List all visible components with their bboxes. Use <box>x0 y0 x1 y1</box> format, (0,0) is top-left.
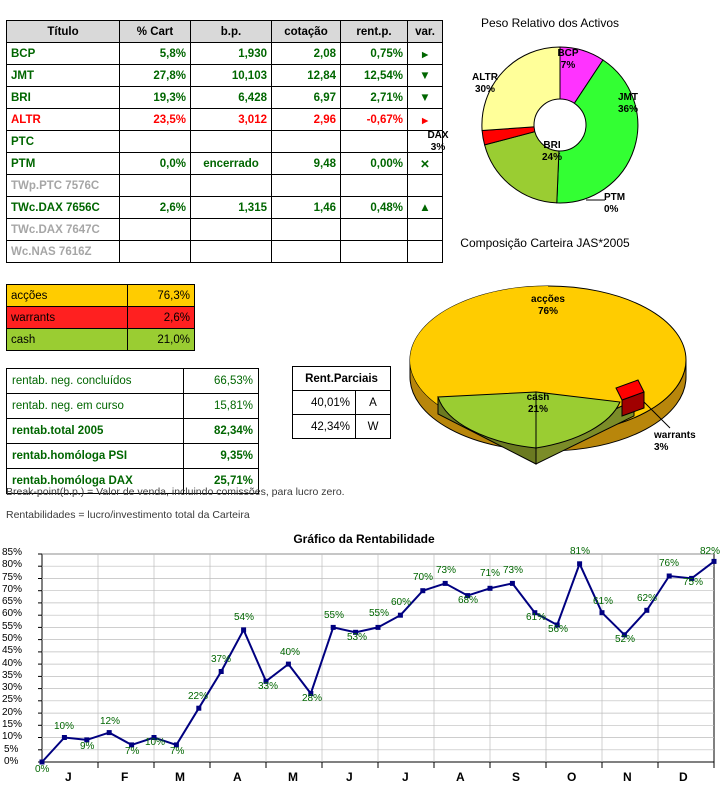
cell-cot <box>272 241 341 263</box>
donut-label-jmt <box>608 92 648 116</box>
cell-pct <box>120 131 191 153</box>
cell-var: ▸ <box>408 109 443 131</box>
table-row <box>7 109 443 131</box>
cell-ticker: TWc.DAX 7647C <box>7 219 120 241</box>
returns-label: rentab. neg. concluídos <box>7 369 184 394</box>
cell-pct <box>120 241 191 263</box>
col-bp: b.p. <box>191 21 272 43</box>
donut-label-dax-name: DAX <box>427 130 449 141</box>
cell-pct: 5,8% <box>120 43 191 65</box>
cell-bp: 1,930 <box>191 43 272 65</box>
cell-rent <box>341 131 408 153</box>
donut-label-altr-name: ALTR <box>472 72 498 83</box>
cell-ticker: BRI <box>7 87 120 109</box>
cell-ticker: JMT <box>7 65 120 87</box>
point-label-15: 55% <box>369 608 390 619</box>
returns-value: 15,81% <box>184 394 259 419</box>
table-row <box>7 241 443 263</box>
pie-chart <box>388 252 718 482</box>
cell-var: ▼ <box>408 65 443 87</box>
point-label-28: 76% <box>659 558 680 569</box>
month-label-feb: F <box>121 770 129 784</box>
cell-bp <box>191 241 272 263</box>
donut-label-bcp <box>548 48 588 72</box>
ytick-55: 55% <box>2 621 23 632</box>
cell-bp: encerrado <box>191 153 272 175</box>
partials-table-wrap <box>292 366 391 439</box>
partials-key: W <box>356 415 391 439</box>
month-label-jul: J <box>402 770 409 784</box>
cell-bp: 6,428 <box>191 87 272 109</box>
cell-pct <box>120 219 191 241</box>
table-row <box>7 175 443 197</box>
ytick-85: 85% <box>2 547 23 558</box>
cell-bp: 1,315 <box>191 197 272 219</box>
line-chart-title: Gráfico da Rentabilidade <box>293 532 435 546</box>
cell-ticker: Wc.NAS 7616Z <box>7 241 120 263</box>
partials-title: Rent.Parciais <box>293 367 391 391</box>
allocation-table-wrap <box>6 284 195 351</box>
table-row <box>7 153 443 175</box>
returns-row <box>7 444 259 469</box>
cell-ticker: PTC <box>7 131 120 153</box>
cell-cot: 1,46 <box>272 197 341 219</box>
donut-label-bcp-value: 7% <box>560 60 576 71</box>
donut-label-dax <box>418 130 458 154</box>
point-label-16: 60% <box>391 597 412 608</box>
cell-bp: 10,103 <box>191 65 272 87</box>
returns-table-wrap <box>6 368 259 494</box>
point-label-17: 70% <box>413 572 434 583</box>
cell-ticker: ALTR <box>7 109 120 131</box>
partials-value: 40,01% <box>293 391 356 415</box>
pie-label-cash <box>503 392 573 416</box>
point-label-0: 0% <box>35 764 50 775</box>
point-label-6: 7% <box>170 746 185 757</box>
point-label-4: 7% <box>125 746 140 757</box>
donut-label-bri-name: BRI <box>543 140 561 151</box>
pie-label-cash-value: 21% <box>527 404 548 415</box>
point-label-26: 52% <box>615 634 636 645</box>
donut-chart <box>400 30 720 220</box>
donut-label-ptm <box>604 192 652 216</box>
cell-rent: 0,48% <box>341 197 408 219</box>
cell-bp: 3,012 <box>191 109 272 131</box>
table-row <box>7 131 443 153</box>
pie-label-cash-name: cash <box>526 392 550 403</box>
cell-cot: 12,84 <box>272 65 341 87</box>
point-label-24: 81% <box>570 546 591 557</box>
pie-label-accoes <box>508 294 588 318</box>
allocation-value: 76,3% <box>128 285 195 307</box>
point-label-21: 73% <box>503 565 524 576</box>
point-label-12: 28% <box>302 693 323 704</box>
allocation-row <box>7 285 195 307</box>
partials-key: A <box>356 391 391 415</box>
cell-pct: 23,5% <box>120 109 191 131</box>
month-label-mar: M <box>175 770 185 784</box>
returns-label: rentab.homóloga PSI <box>7 444 184 469</box>
allocation-name: acções <box>7 285 128 307</box>
ytick-20: 20% <box>2 707 23 718</box>
ytick-70: 70% <box>2 584 23 595</box>
month-label-jun: J <box>346 770 353 784</box>
returns-row <box>7 419 259 444</box>
cell-var: ▲ <box>408 197 443 219</box>
point-label-8: 37% <box>211 654 232 665</box>
donut-label-altr <box>462 72 508 96</box>
table-row <box>7 87 443 109</box>
ytick-5: 5% <box>4 744 19 755</box>
point-label-1: 10% <box>54 721 75 732</box>
line-chart-svg <box>2 546 726 790</box>
cell-ticker: TWp.PTC 7576C <box>7 175 120 197</box>
partials-table <box>292 366 391 439</box>
returns-value: 66,53% <box>184 369 259 394</box>
cell-rent: 0,00% <box>341 153 408 175</box>
allocation-name: cash <box>7 329 128 351</box>
month-label-oct: O <box>567 770 577 784</box>
allocation-name: warrants <box>7 307 128 329</box>
allocation-row <box>7 329 195 351</box>
cell-cot <box>272 175 341 197</box>
donut-label-jmt-name: JMT <box>618 92 638 103</box>
table-header-row <box>7 21 443 43</box>
table-row <box>7 65 443 87</box>
table-row <box>7 197 443 219</box>
allocation-value: 2,6% <box>128 307 195 329</box>
month-label-jan: J <box>65 770 72 784</box>
partials-value: 42,34% <box>293 415 356 439</box>
returns-value: 82,34% <box>184 419 259 444</box>
note-breakpoint: Break-point(b.p.) = Valor de venda, incluindo comissões, para lucro zero. <box>6 486 345 498</box>
table-row <box>7 219 443 241</box>
donut-label-bri <box>532 140 572 164</box>
point-label-10: 33% <box>258 681 279 692</box>
pie-label-warrants-name: warrants <box>654 430 696 441</box>
pie-label-accoes-name: acções <box>531 294 565 305</box>
allocation-value: 21,0% <box>128 329 195 351</box>
pie-chart-title: Composição Carteira JAS*2005 <box>460 236 630 250</box>
donut-label-bri-value: 24% <box>541 152 562 163</box>
cell-rent: 0,75% <box>341 43 408 65</box>
pie-label-warrants-value: 3% <box>654 442 669 453</box>
cell-var: ▸ <box>408 43 443 65</box>
returns-label: rentab.total 2005 <box>7 419 184 444</box>
note-returns: Rentabilidades = lucro/investimento total da Carteira <box>6 509 250 521</box>
cell-pct: 0,0% <box>120 153 191 175</box>
point-label-22: 61% <box>526 612 547 623</box>
point-label-9: 54% <box>234 612 255 623</box>
month-label-aug: A <box>456 770 465 784</box>
ytick-0: 0% <box>4 756 19 767</box>
returns-label: rentab.homóloga DAX <box>7 469 184 494</box>
cell-pct: 27,8% <box>120 65 191 87</box>
cell-cot <box>272 131 341 153</box>
partials-row <box>293 391 391 415</box>
cell-cot: 2,08 <box>272 43 341 65</box>
point-label-7: 22% <box>188 691 209 702</box>
point-label-19: 68% <box>458 595 479 606</box>
col-pct-cart: % Cart <box>120 21 191 43</box>
month-label-sep: S <box>512 770 521 784</box>
point-label-29: 75% <box>683 577 704 588</box>
cell-cot: 2,96 <box>272 109 341 131</box>
partials-header-row <box>293 367 391 391</box>
x-ticks <box>98 762 714 768</box>
point-label-20: 71% <box>480 568 501 579</box>
cell-ticker: BCP <box>7 43 120 65</box>
ytick-75: 75% <box>2 572 23 583</box>
donut-label-ptm-name: PTM <box>604 192 626 203</box>
cell-rent: -0,67% <box>341 109 408 131</box>
returns-value: 25,71% <box>184 469 259 494</box>
allocation-table <box>6 284 195 351</box>
col-var: var. <box>408 21 443 43</box>
y-ticks <box>38 554 42 762</box>
returns-row <box>7 369 259 394</box>
point-label-13: 55% <box>324 610 345 621</box>
donut-chart-title: Peso Relativo dos Activos <box>480 16 620 30</box>
cell-cot <box>272 219 341 241</box>
ytick-65: 65% <box>2 596 23 607</box>
ytick-50: 50% <box>2 633 23 644</box>
point-label-30: 82% <box>700 546 721 557</box>
cell-ticker: PTM <box>7 153 120 175</box>
returns-row <box>7 394 259 419</box>
cell-rent <box>341 175 408 197</box>
ytick-80: 80% <box>2 559 23 570</box>
point-label-2: 9% <box>80 741 95 752</box>
ytick-30: 30% <box>2 682 23 693</box>
partials-row <box>293 415 391 439</box>
cell-pct <box>120 175 191 197</box>
cell-pct: 2,6% <box>120 197 191 219</box>
donut-label-dax-value: 3% <box>430 142 446 153</box>
col-cotacao: cotação <box>272 21 341 43</box>
point-label-5: 10% <box>145 737 166 748</box>
point-label-27: 62% <box>637 593 658 604</box>
donut-label-ptm-value: 0% <box>604 204 619 215</box>
donut-label-altr-value: 30% <box>474 84 495 95</box>
cell-var: ▼ <box>408 87 443 109</box>
month-label-nov: N <box>623 770 632 784</box>
ytick-40: 40% <box>2 658 23 669</box>
donut-label-jmt-value: 36% <box>617 104 638 115</box>
returns-label: rentab. neg. em curso <box>7 394 184 419</box>
point-label-14: 53% <box>347 632 368 643</box>
allocation-row <box>7 307 195 329</box>
ytick-45: 45% <box>2 645 23 656</box>
table-row <box>7 43 443 65</box>
ytick-15: 15% <box>2 719 23 730</box>
cell-cot: 6,97 <box>272 87 341 109</box>
donut-label-bcp-name: BCP <box>557 48 579 59</box>
cell-bp <box>191 175 272 197</box>
cell-bp <box>191 219 272 241</box>
holdings-table-wrap <box>6 20 446 263</box>
cell-pct: 19,3% <box>120 87 191 109</box>
cell-ticker: TWc.DAX 7656C <box>7 197 120 219</box>
returns-value: 9,35% <box>184 444 259 469</box>
holdings-table <box>6 20 446 263</box>
pie-label-warrants <box>654 430 718 454</box>
ytick-10: 10% <box>2 731 23 742</box>
point-label-11: 40% <box>280 647 301 658</box>
cell-rent: 12,54% <box>341 65 408 87</box>
cell-rent: 2,71% <box>341 87 408 109</box>
cell-var: ✕ <box>408 153 443 175</box>
cell-bp <box>191 131 272 153</box>
point-label-23: 56% <box>548 624 569 635</box>
col-titulo: Título <box>7 21 120 43</box>
ytick-35: 35% <box>2 670 23 681</box>
line-chart <box>2 546 726 790</box>
month-label-dec: D <box>679 770 688 784</box>
returns-table <box>6 368 259 494</box>
ytick-60: 60% <box>2 608 23 619</box>
point-label-3: 12% <box>100 716 121 727</box>
point-label-25: 61% <box>593 596 614 607</box>
ytick-25: 25% <box>2 694 23 705</box>
point-label-18: 73% <box>436 565 457 576</box>
month-label-may: M <box>288 770 298 784</box>
cell-cot: 9,48 <box>272 153 341 175</box>
col-rentp: rent.p. <box>341 21 408 43</box>
month-label-apr: A <box>233 770 242 784</box>
pie-label-accoes-value: 76% <box>537 306 558 317</box>
